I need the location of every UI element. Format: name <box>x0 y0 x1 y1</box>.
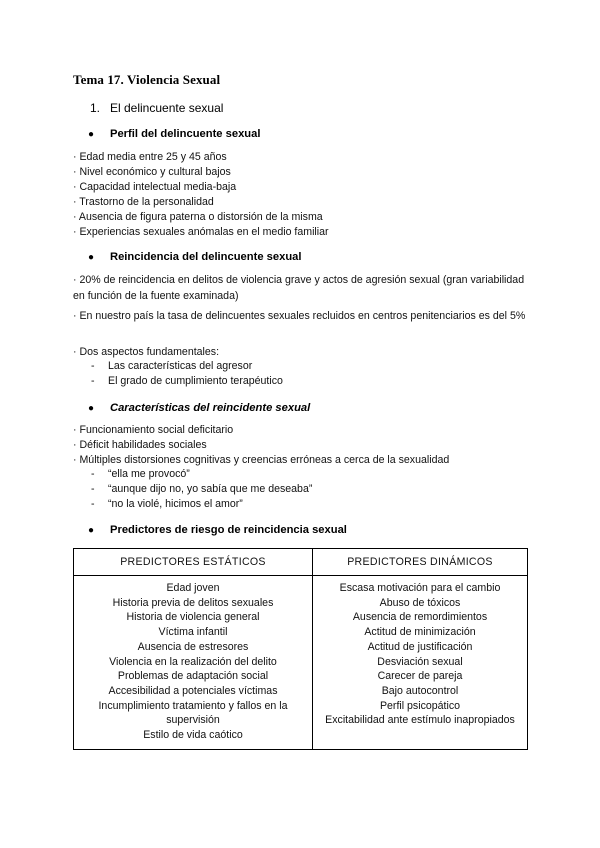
list-item: Ausencia de estresores <box>137 640 249 653</box>
reincidencia-paragraph-3: · Dos aspectos fundamentales: <box>73 346 220 358</box>
list-item: Bajo autocontrol <box>381 684 459 697</box>
list-item: Incumplimiento tratamiento y fallos en la supervisión <box>98 699 288 727</box>
list-item: Excitabilidad ante estímulo inapropiados <box>325 714 515 727</box>
list-item: Problemas de adaptación social <box>117 670 269 683</box>
dynamic-header: PREDICTORES DINÁMICOS <box>313 549 528 576</box>
list-item: Abuso de tóxicos <box>379 596 461 609</box>
list-item: · Déficit habilidades sociales <box>73 439 207 451</box>
reincidencia-paragraph-1: · 20% de reincidencia en delitos de violencia grave y actos de agresión sexual (gran variabilidad en función de la fuente examinada) <box>73 274 525 302</box>
list-item: Escasa motivación para el cambio <box>339 582 501 594</box>
list-item: Ausencia de remordimientos <box>352 611 488 624</box>
section-heading-delincuente <box>90 101 223 115</box>
bullet-icon: ● <box>88 129 95 140</box>
list-item: - “ella me provocó” <box>91 468 190 480</box>
table-row <box>74 576 528 750</box>
perfil-list <box>73 150 329 240</box>
list-item: - “aunque dijo no, yo sabía que me deseaba” <box>91 483 313 495</box>
list-item: · Funcionamiento social deficitario <box>73 424 234 436</box>
list-item: · Capacidad intelectual media-baja <box>73 181 237 193</box>
reincidencia-sublist <box>91 359 283 389</box>
list-item: Edad joven <box>166 582 220 594</box>
perfil-heading: ● Perfil del delincuente sexual <box>88 128 261 140</box>
quotes-list <box>91 467 312 512</box>
section-label: El delincuente sexual <box>110 101 224 115</box>
page-title: Tema 17. Violencia Sexual <box>73 72 221 87</box>
static-cell <box>74 576 313 750</box>
list-item: · Ausencia de figura paterna o distorsión de la misma <box>73 211 323 223</box>
static-header: PREDICTORES ESTÁTICOS <box>74 549 313 576</box>
reincidencia-heading: ● Reincidencia del delincuente sexual <box>88 251 302 263</box>
list-item: Accesibilidad a potenciales víctimas <box>108 684 278 697</box>
list-item: Historia previa de delitos sexuales <box>112 596 274 609</box>
list-item: - “no la violé, hicimos el amor” <box>91 498 243 510</box>
bullet-icon: ● <box>88 252 95 263</box>
bullet-icon: ● <box>88 403 95 414</box>
list-item: · Nivel económico y cultural bajos <box>73 166 231 178</box>
list-item: Actitud de justificación <box>367 640 473 653</box>
caracteristicas-heading: ● Características del reincidente sexual <box>88 402 311 414</box>
list-item: · Trastorno de la personalidad <box>73 196 214 208</box>
table-header-row <box>74 549 528 576</box>
list-item: · Experiencias sexuales anómalas en el medio familiar <box>73 226 329 238</box>
dynamic-cell <box>313 576 528 750</box>
list-item: · Edad media entre 25 y 45 años <box>73 151 227 163</box>
list-item: Víctima infantil <box>158 626 228 639</box>
predictores-heading: ● Predictores de riesgo de reincidencia sexual <box>88 524 347 536</box>
list-item: · Múltiples distorsiones cognitivas y creencias erróneas a cerca de la sexualidad <box>73 454 450 466</box>
list-item: - El grado de cumplimiento terapéutico <box>91 375 283 387</box>
list-item: Perfil psicopático <box>379 699 461 712</box>
list-item: Historia de violencia general <box>126 611 260 624</box>
section-number: 1. <box>90 101 101 115</box>
reincidencia-paragraph-2: · En nuestro país la tasa de delincuentes sexuales recluidos en centros penitenciarios es del 5% <box>73 310 526 322</box>
caracteristicas-list <box>73 423 449 468</box>
list-item: Carecer de pareja <box>377 670 463 683</box>
list-item: Desviación sexual <box>377 655 463 668</box>
list-item: Estilo de vida caótico <box>143 729 243 742</box>
list-item: Actitud de minimización <box>364 626 476 639</box>
bullet-icon: ● <box>88 525 95 536</box>
list-item: Violencia en la realización del delito <box>109 655 277 668</box>
list-item: - Las características del agresor <box>91 360 253 372</box>
predictores-table <box>73 548 528 750</box>
